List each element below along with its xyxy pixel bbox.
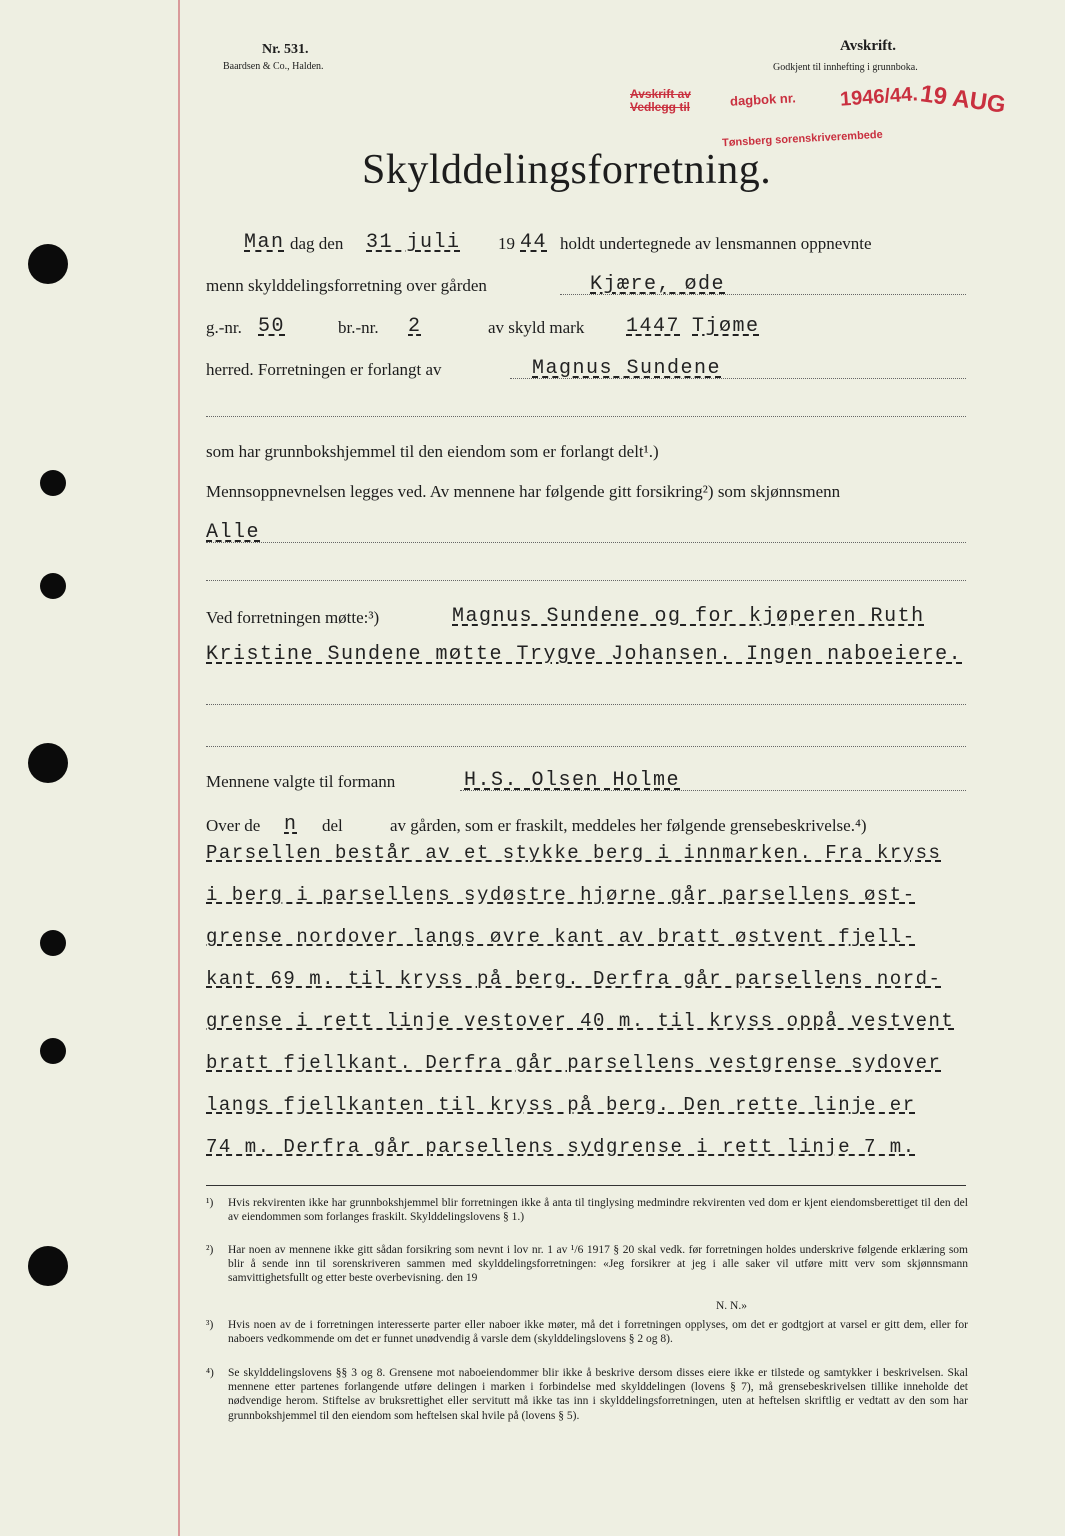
form-line-requester xyxy=(206,356,966,386)
margin-line xyxy=(178,0,180,1536)
field-rule xyxy=(206,416,966,417)
attendees-1: Magnus Sundene og for kjøperen Ruth xyxy=(452,605,925,628)
punch-hole xyxy=(40,470,66,496)
copy-subtitle: Godkjent til innhefting i grunnboka. xyxy=(773,62,918,73)
signature-placeholder: N. N.» xyxy=(716,1300,747,1312)
form-line-farm xyxy=(206,272,966,302)
footnote xyxy=(206,1318,968,1346)
form-line-date xyxy=(206,230,966,260)
field-rule xyxy=(560,294,966,295)
label: av gården, som er fraskilt, meddeles her følgende grensebeskrivelse.⁴) xyxy=(390,816,867,835)
form-line-motte-2 xyxy=(206,642,966,672)
punch-hole xyxy=(28,244,68,284)
stamp-dagbok: dagbok nr. xyxy=(729,90,797,109)
field-rule xyxy=(206,746,966,747)
form-line-gnr xyxy=(206,314,966,344)
stamp-office: Tønsberg sorenskriverembede xyxy=(721,128,884,150)
footnote-text: Hvis noen av de i forretningen interesserte parter eller naboer ikke møter, må det i forretningen opplyses, om det er godtgjort at varsel er gitt dem, eller for naboers vedkommende om det er funnet unødvendig å varsle dem (skylddelingslovens § 2 og 8). xyxy=(228,1319,968,1346)
punch-hole xyxy=(40,930,66,956)
field-rule xyxy=(510,378,966,379)
form-number: Nr. 531. xyxy=(262,42,309,57)
field-rule xyxy=(206,580,966,581)
form-line-forsikring xyxy=(206,478,966,508)
boundary-line: grense nordover langs øvre kant av bratt østvent fjell- xyxy=(206,926,916,948)
place: Tjøme xyxy=(692,315,760,338)
label: br.-nr. xyxy=(338,318,379,337)
boundary-line: kant 69 m. til kryss på berg. Derfra går parsellens nord- xyxy=(206,968,942,990)
footnote-text: Hvis rekvirenten ikke har grunnbokshjemmel blir forretningen ikke å anta til tinglysing medmindre rekvirenten ved dom er kjent eiendomsberettiget til den del av eiendommen som forlanges fraskilt. Skylddelingslovens § 1.) xyxy=(228,1197,968,1224)
punch-hole xyxy=(40,1038,66,1064)
boundary-line: bratt fjellkant. Derfra går parsellens vestgrense sydover xyxy=(206,1052,942,1074)
fraction: n xyxy=(284,813,298,836)
form-line-hjemmel xyxy=(206,438,966,468)
gnr: 50 xyxy=(258,315,286,338)
boundary-line: langs fjellkanten til kryss på berg. Den rette linje er xyxy=(206,1094,916,1116)
form-line-grense xyxy=(206,812,966,842)
punch-hole xyxy=(28,743,68,783)
footnote-text: Se skylddelingslovens §§ 3 og 8. Grensene mot naboeiendommer blir ikke å beskrive dersom disses eiere ikke er tilstede og samtykker i beskrivelsen. Skal mennene etter partenes forlangende utføre delingen i marken i forbindelse med skylddelingen (lovens § 7), må grensebeskrivelsen tillike inneholde det nødvendige herom. Stiftelse av bruksrettighet eller servitutt må ikke tas inn i skylddelingsforretningen, uten at heftelsen skriftlig er vedtatt av den som har grunnbokshjemmel til den eiendom som heftelsen skal hvile på (lovens § 5). xyxy=(228,1367,968,1422)
form-line-motte xyxy=(206,604,966,634)
footnote xyxy=(206,1366,968,1423)
field-rule xyxy=(206,704,966,705)
footnote-number: ²) xyxy=(206,1244,214,1256)
footnote xyxy=(206,1243,968,1286)
stamp-line2: Vedlegg til xyxy=(630,100,691,114)
footnote-divider xyxy=(206,1185,966,1186)
chairman: H.S. Olsen Holme xyxy=(464,769,681,792)
footnote-number: ¹) xyxy=(206,1197,214,1209)
label: holdt undertegnede av lensmannen oppnevnte xyxy=(560,234,872,253)
year: 44 xyxy=(520,231,548,254)
date: 31 juli xyxy=(366,231,461,254)
footnote-text: Har noen av mennene ikke gitt sådan forsikring som nevnt i lov nr. 1 av ¹/6 1917 § 20 skal vedk. før forretningen holdes underskrive følgende erklæring som blir å sende inn til sorenskriveren sammen med skylddelingsforretningen: «Jeg forsikrer at jeg i alle saker vil utføre mitt verv som skjønnsmann samvittighetsfullt og etter beste overbevisning. den 19 xyxy=(228,1244,968,1285)
label: del xyxy=(322,816,343,835)
label: Ved forretningen møtte:³) xyxy=(206,608,380,627)
label: herred. Forretningen er forlangt av xyxy=(206,360,442,379)
label: av skyld mark xyxy=(488,318,585,337)
stamp-number: 1946/44. xyxy=(839,83,919,111)
label: dag den xyxy=(290,234,344,253)
attendees-2: Kristine Sundene møtte Trygve Johansen. Ingen naboeiere. xyxy=(206,643,963,666)
label: Mennene valgte til formann xyxy=(206,772,396,791)
label: Over de xyxy=(206,816,261,835)
printer-name: Baardsen & Co., Halden. xyxy=(223,61,324,72)
registry-stamp xyxy=(630,88,691,114)
label: som har grunnbokshjemmel til den eiendom som er forlangt delt¹.) xyxy=(206,442,659,461)
field-rule xyxy=(460,790,966,791)
boundary-line: 74 m. Derfra går parsellens sydgrense i rett linje 7 m. xyxy=(206,1136,916,1158)
label: menn skylddelingsforretning over gården xyxy=(206,276,487,295)
field-rule xyxy=(206,542,966,543)
skjonnsmenn: Alle xyxy=(206,521,261,544)
stamp-date: 19 AUG xyxy=(918,80,1008,119)
label: g.-nr. xyxy=(206,318,242,337)
document-title: Skylddelingsforretning. xyxy=(362,147,772,193)
footnote-number: ³) xyxy=(206,1319,214,1331)
stamp-line1: Avskrift av xyxy=(630,87,691,101)
boundary-line: i berg i parsellens sydøstre hjørne går parsellens øst- xyxy=(206,884,916,906)
skyld-mark: 1447 xyxy=(626,315,681,338)
bnr: 2 xyxy=(408,315,422,338)
farm-name: Kjære, øde xyxy=(590,273,726,296)
form-line-alle xyxy=(206,520,966,550)
copy-label: Avskrift. xyxy=(840,38,896,54)
footnote-number: ⁴) xyxy=(206,1367,214,1379)
punch-hole xyxy=(40,573,66,599)
label: 19 xyxy=(498,234,515,253)
punch-hole xyxy=(28,1246,68,1286)
weekday: Man xyxy=(244,231,285,254)
form-line-formann xyxy=(206,768,966,798)
footnote xyxy=(206,1196,968,1224)
label: Mennsoppnevnelsen legges ved. Av mennene har følgende gitt forsikring²) som skjønnsmenn xyxy=(206,482,841,501)
boundary-line: Parsellen består av et stykke berg i innmarken. Fra kryss xyxy=(206,842,942,864)
boundary-line: grense i rett linje vestover 40 m. til kryss oppå vestvent xyxy=(206,1010,955,1032)
requester: Magnus Sundene xyxy=(532,357,722,380)
